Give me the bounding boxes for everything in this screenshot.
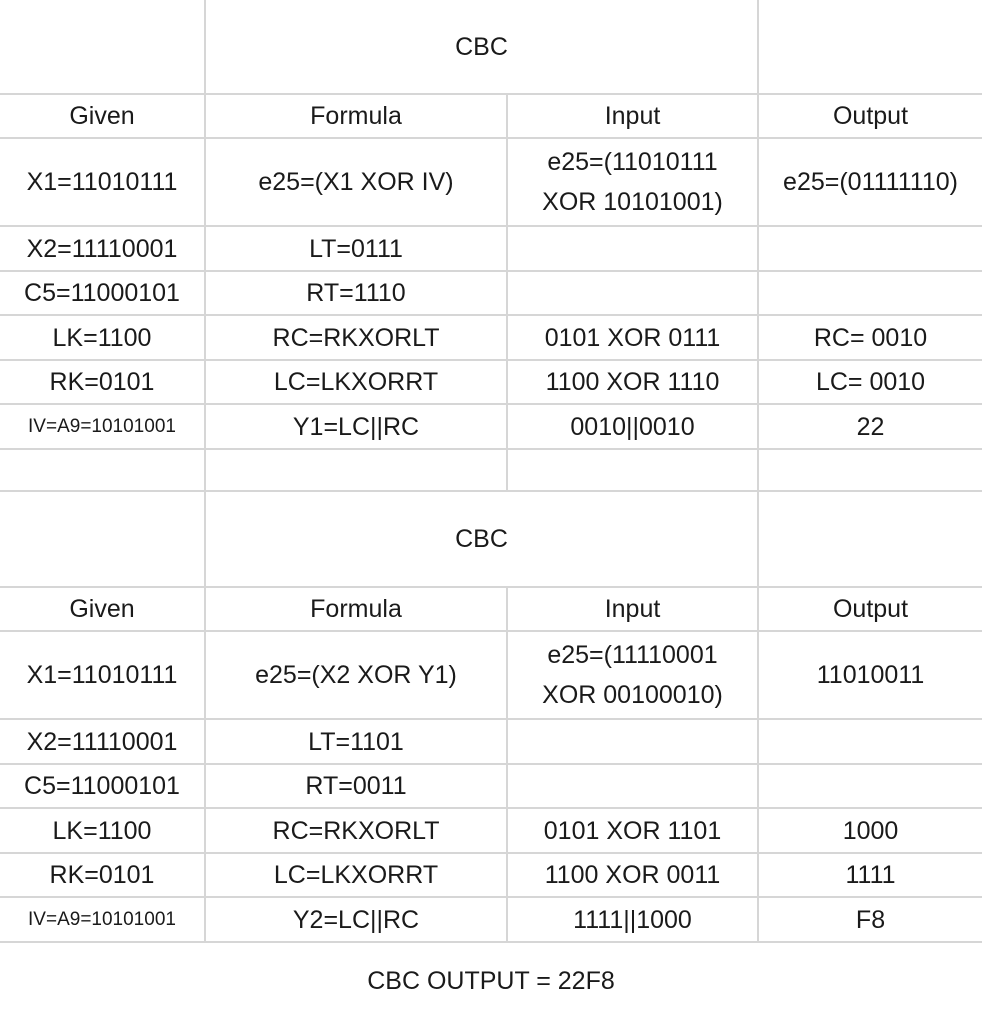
cell-input-line-2: XOR 10101001): [542, 188, 723, 216]
table-row: [0, 404, 982, 449]
cell-output[interactable]: [758, 271, 982, 315]
cell-given[interactable]: LK=1100: [0, 808, 205, 853]
cell-given[interactable]: X1=11010111: [0, 631, 205, 719]
cell-empty[interactable]: [758, 491, 982, 587]
cell-output[interactable]: RC= 0010: [758, 315, 982, 360]
cell-input-line-1: e25=(11110001: [547, 641, 718, 669]
cell-given[interactable]: RK=0101: [0, 853, 205, 897]
cell-formula[interactable]: Y2=LC||RC: [205, 897, 507, 942]
cell-input-line-1: e25=(11010111: [547, 148, 718, 176]
cell-output[interactable]: LC= 0010: [758, 360, 982, 404]
cell-input[interactable]: [507, 631, 758, 719]
cell-output[interactable]: [758, 226, 982, 271]
cell-formula[interactable]: RT=0011: [205, 764, 507, 808]
cell-input[interactable]: [507, 226, 758, 271]
cell-given[interactable]: RK=0101: [0, 360, 205, 404]
table-row: [0, 360, 982, 404]
cell-given[interactable]: X2=11110001: [0, 719, 205, 764]
cell-formula[interactable]: RC=RKXORLT: [205, 808, 507, 853]
cell-empty[interactable]: [758, 449, 982, 491]
cell-output[interactable]: [758, 719, 982, 764]
section-1-header-row: [0, 94, 982, 138]
section-1-title-row: [0, 0, 982, 94]
table-row: [0, 719, 982, 764]
cell-formula[interactable]: LT=1101: [205, 719, 507, 764]
cell-output[interactable]: 11010011: [758, 631, 982, 719]
cell-formula[interactable]: LC=LKXORRT: [205, 853, 507, 897]
table-row: [0, 764, 982, 808]
cell-empty[interactable]: [0, 491, 205, 587]
cell-formula[interactable]: RC=RKXORLT: [205, 315, 507, 360]
cell-given[interactable]: IV=A9=10101001: [0, 897, 205, 942]
cell-input-line-2: XOR 00100010): [542, 681, 723, 709]
table-row: [0, 853, 982, 897]
header-output[interactable]: Output: [758, 94, 982, 138]
cell-input[interactable]: 0010||0010: [507, 404, 758, 449]
cbc-output-total[interactable]: CBC OUTPUT = 22F8: [0, 942, 982, 1018]
cell-input[interactable]: 1111||1000: [507, 897, 758, 942]
cell-output[interactable]: 1111: [758, 853, 982, 897]
cell-formula[interactable]: e25=(X2 XOR Y1): [205, 631, 507, 719]
cell-given[interactable]: C5=11000101: [0, 764, 205, 808]
cell-empty[interactable]: [507, 449, 758, 491]
header-output[interactable]: Output: [758, 587, 982, 631]
cell-given[interactable]: LK=1100: [0, 315, 205, 360]
cell-input[interactable]: 1100 XOR 0011: [507, 853, 758, 897]
cell-given[interactable]: C5=11000101: [0, 271, 205, 315]
section-2-header-row: [0, 587, 982, 631]
cell-output[interactable]: F8: [758, 897, 982, 942]
cell-empty[interactable]: [758, 0, 982, 94]
table-row: [0, 226, 982, 271]
section-1-title[interactable]: CBC: [205, 0, 758, 94]
cell-empty[interactable]: [205, 449, 507, 491]
table-row: [0, 897, 982, 942]
cell-output[interactable]: e25=(01111110): [758, 138, 982, 226]
section-2-title[interactable]: CBC: [205, 491, 758, 587]
cell-input[interactable]: 0101 XOR 1101: [507, 808, 758, 853]
cell-output[interactable]: [758, 764, 982, 808]
cell-output[interactable]: 22: [758, 404, 982, 449]
cell-given[interactable]: IV=A9=10101001: [0, 404, 205, 449]
table-row: [0, 315, 982, 360]
cell-formula[interactable]: LC=LKXORRT: [205, 360, 507, 404]
cell-input[interactable]: [507, 719, 758, 764]
header-formula[interactable]: Formula: [205, 94, 507, 138]
cell-input[interactable]: [507, 138, 758, 226]
header-given[interactable]: Given: [0, 94, 205, 138]
cell-given[interactable]: X2=11110001: [0, 226, 205, 271]
cell-formula[interactable]: e25=(X1 XOR IV): [205, 138, 507, 226]
header-given[interactable]: Given: [0, 587, 205, 631]
footer-row: [0, 942, 982, 1018]
cell-input[interactable]: 1100 XOR 1110: [507, 360, 758, 404]
cell-empty[interactable]: [0, 0, 205, 94]
cell-given[interactable]: X1=11010111: [0, 138, 205, 226]
section-2-title-row: [0, 491, 982, 587]
cell-formula[interactable]: LT=0111: [205, 226, 507, 271]
header-input[interactable]: Input: [507, 587, 758, 631]
cell-formula[interactable]: RT=1110: [205, 271, 507, 315]
cell-input[interactable]: 0101 XOR 0111: [507, 315, 758, 360]
table-row: [0, 271, 982, 315]
cell-formula[interactable]: Y1=LC||RC: [205, 404, 507, 449]
cell-input[interactable]: [507, 271, 758, 315]
cell-output[interactable]: 1000: [758, 808, 982, 853]
cell-empty[interactable]: [0, 449, 205, 491]
header-input[interactable]: Input: [507, 94, 758, 138]
table-row: [0, 138, 982, 226]
table-row: [0, 808, 982, 853]
cell-input[interactable]: [507, 764, 758, 808]
header-formula[interactable]: Formula: [205, 587, 507, 631]
spacer-row: [0, 449, 982, 491]
table-row: [0, 631, 982, 719]
